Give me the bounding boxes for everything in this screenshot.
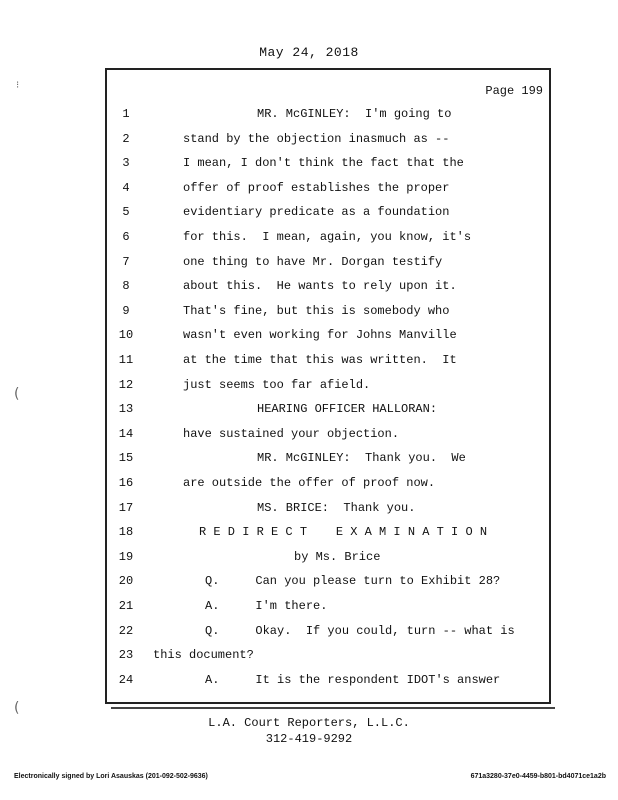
line-number: 16	[118, 476, 134, 490]
line-number: 3	[122, 156, 130, 171]
line-text: stand by the objection inasmuch as --	[183, 131, 450, 146]
line-number: 2	[122, 131, 130, 146]
line-text: about this. He wants to rely upon it.	[183, 279, 457, 294]
line-text: this document?	[153, 648, 254, 663]
transcript-line	[107, 225, 553, 249]
transcript-line	[107, 200, 553, 224]
line-number: 1	[122, 107, 130, 121]
line-number: 17	[118, 500, 134, 515]
line-text: just seems too far afield.	[183, 377, 371, 392]
line-number: 24	[118, 672, 134, 687]
transcript-line	[107, 176, 553, 200]
line-text: MS. BRICE: Thank you.	[257, 500, 416, 515]
line-number: 20	[118, 574, 134, 589]
line-number: 18	[118, 525, 134, 540]
line-number: 5	[122, 205, 130, 220]
footer-phone: 312-419-9292	[265, 732, 353, 746]
line-text: evidentiary predicate as a foundation	[183, 205, 450, 220]
line-text: wasn't even working for Johns Manville	[183, 328, 457, 343]
transcript-line	[107, 594, 553, 618]
transcript-line	[107, 446, 553, 470]
line-number: 6	[122, 230, 130, 244]
transcript-line	[107, 348, 553, 372]
line-number: 15	[118, 451, 134, 466]
line-text: MR. McGINLEY: Thank you. We	[257, 451, 466, 466]
line-number: 19	[118, 549, 134, 564]
transcript-line	[107, 668, 553, 692]
line-text: offer of proof establishes the proper	[183, 180, 450, 195]
transcript-line	[107, 569, 553, 593]
transcript-line	[107, 471, 553, 495]
line-number: 10	[118, 328, 134, 343]
transcript-line	[107, 496, 553, 520]
line-text: for this. I mean, again, you know, it's	[183, 230, 472, 244]
line-text: by Ms. Brice	[294, 549, 381, 564]
line-text: one thing to have Mr. Dorgan testify	[183, 254, 443, 269]
line-number: 4	[122, 180, 130, 195]
line-text: I mean, I don't think the fact that the	[183, 156, 464, 171]
scan-mark: (	[14, 386, 20, 402]
line-text: MR. McGINLEY: I'm going to	[257, 107, 452, 121]
scan-mark: (	[14, 700, 20, 716]
transcript-line	[107, 151, 553, 175]
line-text: That's fine, but this is somebody who	[183, 303, 450, 318]
document-id: 671a3280-37e0-4459-b801-bd4071ce1a2b	[470, 773, 606, 780]
line-text: Q. Can you please turn to Exhibit 28?	[205, 574, 501, 589]
page-number: Page 199	[485, 84, 543, 98]
line-text: are outside the offer of proof now.	[183, 476, 436, 490]
transcript-line	[107, 520, 553, 544]
transcript-line	[107, 422, 553, 446]
line-text: have sustained your objection.	[183, 426, 400, 441]
scan-mark: ⁝	[16, 80, 20, 91]
transcript-line	[107, 545, 553, 569]
transcript-page-frame	[105, 68, 551, 704]
line-number: 22	[118, 623, 134, 638]
line-number: 14	[118, 426, 134, 441]
line-text: A. I'm there.	[205, 599, 328, 613]
transcript-line	[107, 127, 553, 151]
line-number: 9	[122, 303, 130, 318]
footer-company: L.A. Court Reporters, L.L.C.	[208, 716, 410, 730]
line-number: 7	[122, 254, 130, 269]
transcript-line	[107, 274, 553, 298]
line-number: 12	[118, 377, 134, 392]
line-number: 8	[122, 279, 130, 294]
transcript-line	[107, 299, 553, 323]
line-number: 13	[118, 402, 134, 417]
line-number: 21	[118, 599, 134, 613]
transcript-line	[107, 619, 553, 643]
line-text: R E D I R E C T E X A M I N A T I O N	[199, 525, 488, 540]
line-text: Q. Okay. If you could, turn -- what is	[205, 623, 515, 638]
transcript-line	[107, 643, 553, 667]
line-text: HEARING OFFICER HALLORAN:	[257, 402, 438, 417]
transcript-line	[107, 102, 553, 126]
transcript-line	[107, 397, 553, 421]
transcript-line	[107, 373, 553, 397]
hearing-date: May 24, 2018	[259, 45, 359, 60]
line-number: 11	[118, 353, 134, 367]
transcript-line	[107, 323, 553, 347]
line-number: 23	[118, 648, 134, 663]
transcript-line	[107, 250, 553, 274]
line-text: A. It is the respondent IDOT's answer	[205, 672, 501, 687]
line-text: at the time that this was written. It	[183, 353, 457, 367]
electronic-signature-note: Electronically signed by Lori Asauskas (201-092-502-9636)	[14, 773, 208, 780]
